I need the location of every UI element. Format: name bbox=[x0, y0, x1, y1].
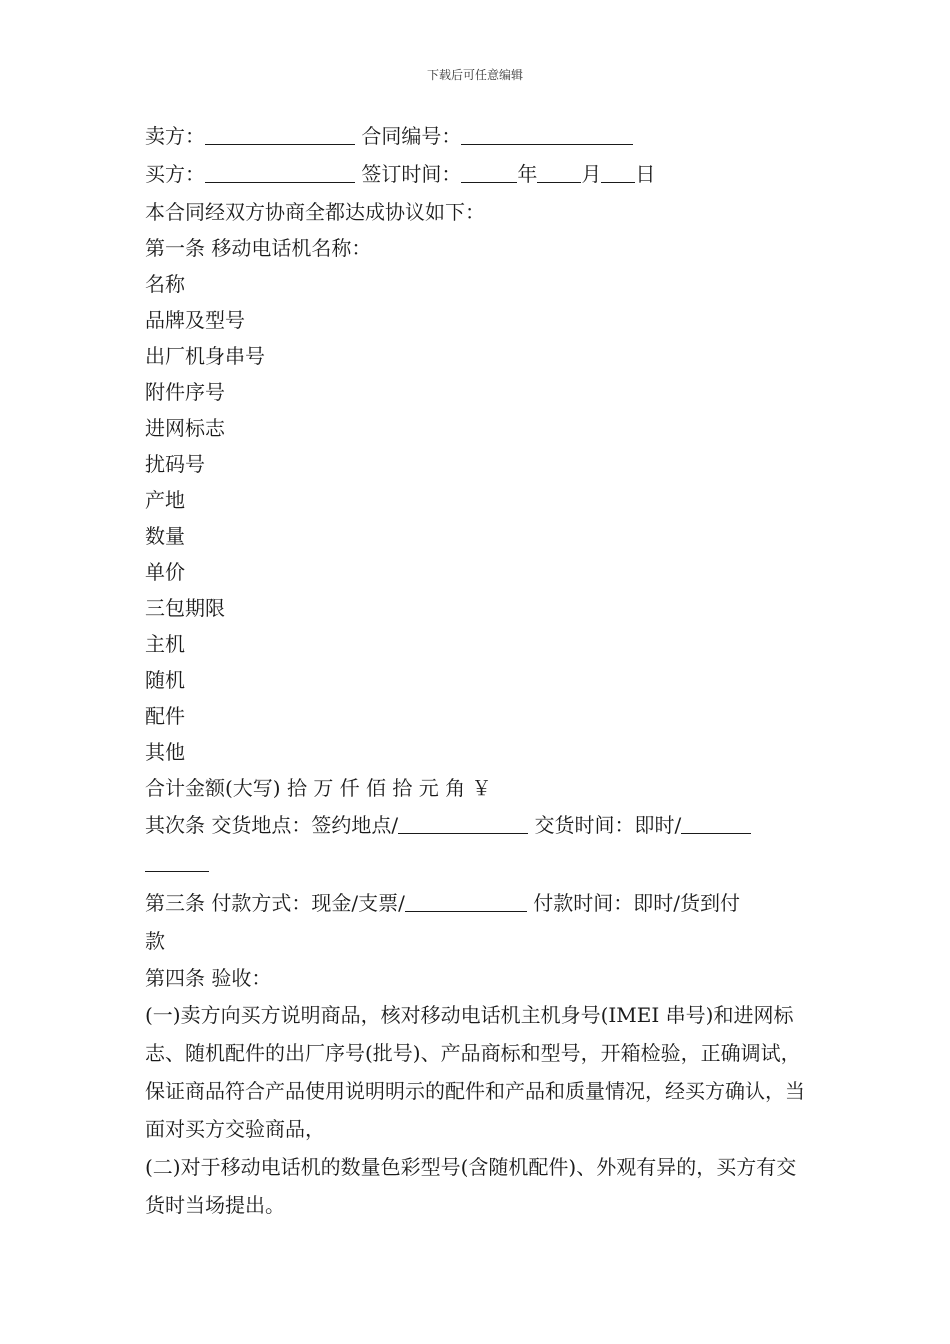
delivery-time-label: 交货时间：即时/ bbox=[534, 813, 682, 837]
article-1-title: 第一条 移动电话机名称： bbox=[145, 236, 372, 260]
month-label: 月 bbox=[581, 162, 602, 186]
list-item: 产地 bbox=[145, 488, 185, 512]
payment-time-label: 付款时间：即时/货到付 bbox=[533, 891, 740, 915]
list-item: 其他 bbox=[145, 740, 185, 764]
list-item: 三包期限 bbox=[145, 596, 225, 620]
month-blank bbox=[537, 160, 581, 183]
article-3 bbox=[145, 884, 810, 960]
payment-method-blank bbox=[405, 889, 527, 912]
article-2 bbox=[145, 806, 810, 882]
delivery-place-blank bbox=[398, 811, 528, 834]
intro-line: 本合同经双方协商全都达成协议如下： bbox=[145, 200, 485, 224]
seller-label: 卖方： bbox=[145, 124, 205, 148]
buyer-label: 买方： bbox=[145, 162, 205, 186]
day-blank bbox=[601, 160, 635, 183]
total-amount-line: 合计金额(大写) 拾 万 仟 佰 拾 元 角 ￥ bbox=[145, 776, 492, 800]
list-item: 数量 bbox=[145, 524, 185, 548]
list-item: 随机 bbox=[145, 668, 185, 692]
list-item: 名称 bbox=[145, 272, 185, 296]
page-header-note: 下载后可任意编辑 bbox=[426, 68, 523, 82]
year-blank bbox=[461, 160, 517, 183]
contract-no-label: 合同编号： bbox=[361, 124, 462, 148]
payment-time-label-continued: 款 bbox=[145, 929, 165, 953]
list-item: 扰码号 bbox=[145, 452, 205, 476]
clause-2: (二)对于移动电话机的数量色彩型号(含随机配件)、外观有异的，买方有交货时当场提出。 bbox=[145, 1155, 797, 1217]
contract-no-blank bbox=[461, 122, 633, 145]
seller-blank bbox=[205, 122, 355, 145]
list-item: 附件序号 bbox=[145, 380, 225, 404]
item-list bbox=[145, 266, 810, 770]
list-item: 配件 bbox=[145, 704, 185, 728]
contract-body bbox=[145, 118, 810, 1224]
delivery-place-label: 其次条 交货地点：签约地点/ bbox=[145, 813, 399, 837]
seller-line bbox=[145, 118, 810, 154]
year-label: 年 bbox=[517, 162, 538, 186]
buyer-blank bbox=[205, 160, 355, 183]
sign-date-label: 签订时间： bbox=[361, 162, 462, 186]
payment-method-label: 第三条 付款方式：现金/支票/ bbox=[145, 891, 405, 915]
clause-1: (一)卖方向买方说明商品，核对移动电话机主机身号(IMEI 串号)和进网标志、随机配件的出厂序号(批号)、产品商标和型号，开箱检验，正确调试，保证商品符合产品使用说明明示的配件和产品和质量情况，经买方确认，当面对买方交验商品， bbox=[145, 1003, 805, 1141]
list-item: 品牌及型号 bbox=[145, 308, 245, 332]
delivery-time-blank-continued bbox=[145, 849, 209, 872]
day-label: 日 bbox=[635, 162, 656, 186]
list-item: 单价 bbox=[145, 560, 185, 584]
article-4-title: 第四条 验收： bbox=[145, 966, 272, 990]
list-item: 主机 bbox=[145, 632, 185, 656]
list-item: 出厂机身串号 bbox=[145, 344, 265, 368]
delivery-time-blank bbox=[681, 811, 751, 834]
list-item: 进网标志 bbox=[145, 416, 225, 440]
buyer-line bbox=[145, 156, 810, 192]
